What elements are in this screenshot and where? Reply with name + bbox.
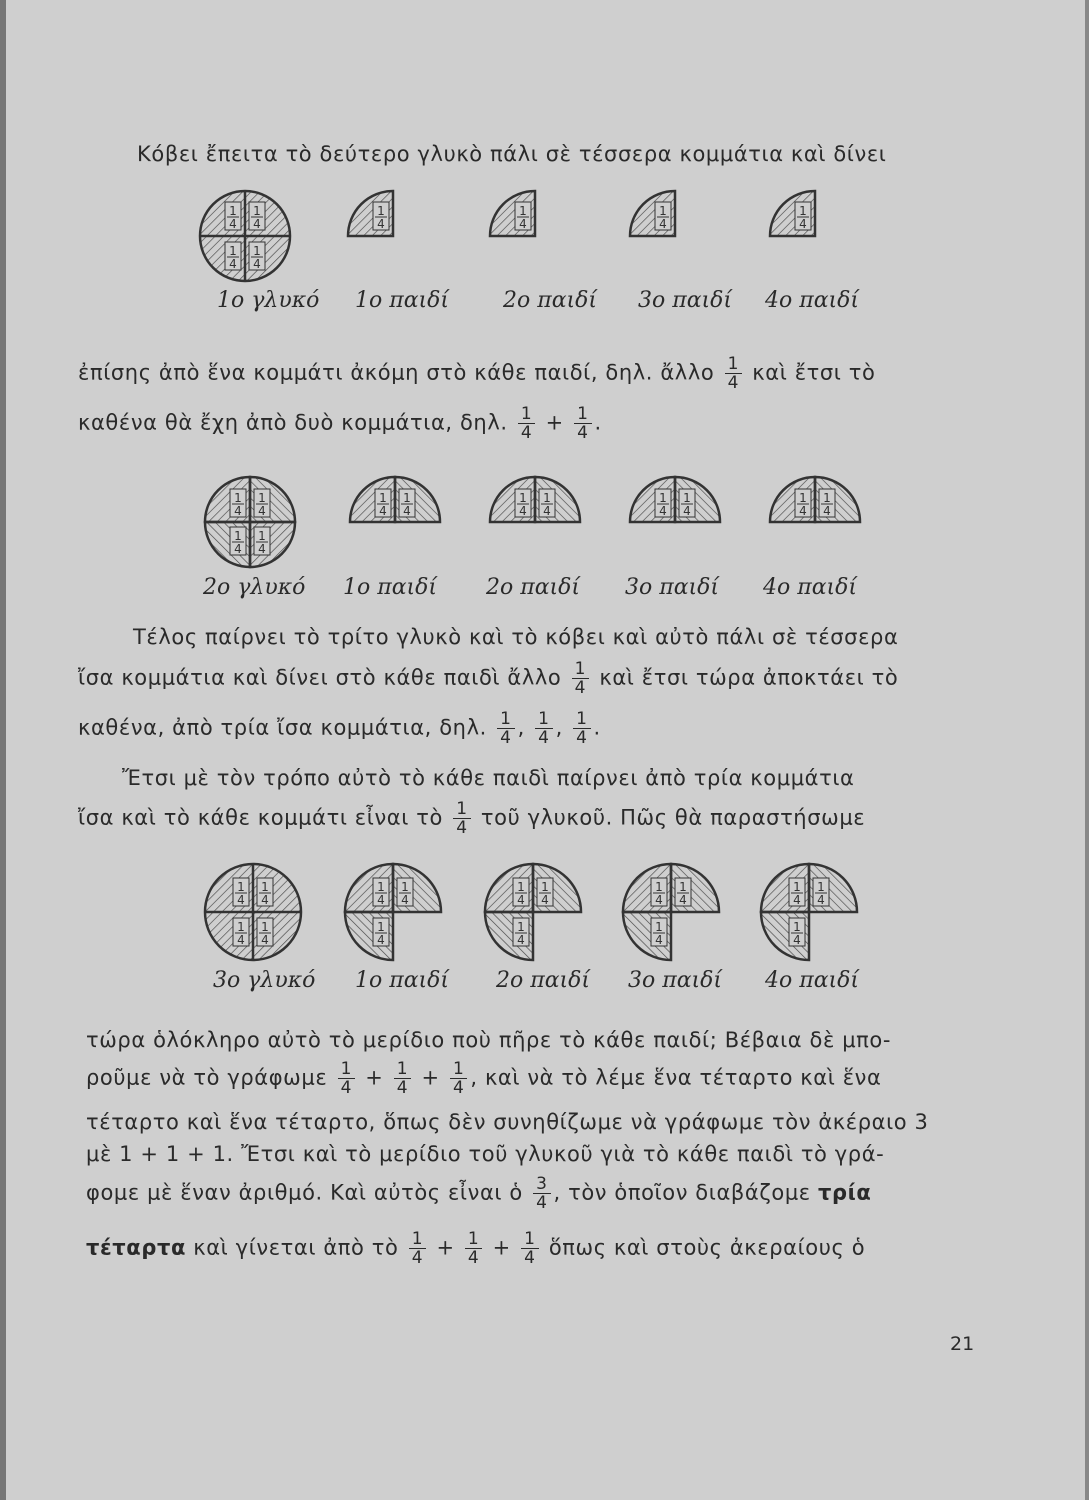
label-r3-child-3: 3ο παιδί — [628, 968, 723, 993]
svg-text:1: 1 — [517, 880, 525, 894]
half-piece-r2-3 — [630, 477, 720, 522]
fraction-1-4: $\frac{1}{4}$ — [450, 1060, 467, 1097]
half-piece-r2-4 — [770, 477, 860, 522]
text-line-13: φομε μὲ ἕναν ἀριθμό. Καὶ αὐτὸς εἶναι ὁ $\frac{3}{4}$ , τὸν ὁποῖον διαβάζομε τρία — [86, 1174, 872, 1213]
svg-text:1: 1 — [234, 491, 242, 505]
svg-text:4: 4 — [234, 542, 242, 556]
svg-text:1: 1 — [793, 880, 801, 894]
label-r1-child-4: 4ο παιδί — [765, 288, 860, 313]
half-piece-r2-1 — [350, 477, 440, 522]
svg-text:4: 4 — [258, 504, 266, 518]
label-r3-child-2: 2ο παιδί — [496, 968, 591, 993]
plus-sign: + — [545, 410, 564, 435]
label-r2-child-2: 2ο παιδί — [486, 575, 581, 600]
fraction-3-4: $\frac{3}{4}$ — [533, 1175, 550, 1212]
svg-text:1: 1 — [541, 880, 549, 894]
figure-row-1-svg — [195, 188, 855, 288]
text-line-13c-bold: τρία — [818, 1180, 872, 1205]
text-line-8a: ἴσα καὶ τὸ κάθε κομμάτι εἶναι τὸ — [78, 805, 443, 830]
svg-text:4: 4 — [377, 217, 385, 231]
svg-text:1: 1 — [234, 529, 242, 543]
text-line-14a-bold: τέταρτα — [86, 1235, 186, 1260]
svg-text:4: 4 — [377, 893, 385, 907]
svg-text:1: 1 — [655, 880, 663, 894]
svg-text:4: 4 — [793, 893, 801, 907]
svg-text:1: 1 — [519, 204, 527, 218]
label-r3-cake: 3ο γλυκό — [213, 968, 316, 993]
text-line-13a: φομε μὲ ἕναν ἀριθμό. Καὶ αὐτὸς εἶναι ὁ — [86, 1180, 523, 1205]
text-line-5a: ἴσα κομμάτια καὶ δίνει στὸ κάθε παιδὶ ἄλλο — [78, 665, 562, 690]
text-line-2b: καὶ ἔτσι τὸ — [752, 360, 876, 385]
figure-row-3 — [195, 862, 875, 972]
label-r1-cake: 1ο γλυκό — [217, 288, 320, 313]
fraction-1-4: $\frac{1}{4}$ — [518, 405, 535, 442]
text-line-8b: τοῦ γλυκοῦ. Πῶς θὰ παραστήσωμε — [480, 805, 866, 830]
text-line-3a: καθένα θὰ ἔχη ἀπὸ δυὸ κομμάτια, δηλ. — [78, 410, 508, 435]
figure-row-2 — [190, 472, 870, 572]
svg-text:1: 1 — [659, 204, 667, 218]
svg-text:4: 4 — [258, 542, 266, 556]
svg-text:1: 1 — [261, 880, 269, 894]
text-line-13b: τὸν ὁποῖον διαβάζομε — [568, 1180, 811, 1205]
svg-text:4: 4 — [237, 893, 245, 907]
svg-text:4: 4 — [683, 504, 691, 518]
svg-text:1: 1 — [659, 491, 667, 505]
text-line-5b: καὶ ἔτσι τώρα ἀποκτάει τὸ — [599, 665, 899, 690]
svg-text:4: 4 — [541, 893, 549, 907]
page-edge-right — [1085, 0, 1089, 1500]
text-line-14b: καὶ γίνεται ἀπὸ τὸ — [193, 1235, 399, 1260]
text-line-14c: ὅπως καὶ στοὺς ἀκεραίους ὁ — [548, 1235, 866, 1260]
text-line-6: καθένα, ἀπὸ τρία ἴσα κομμάτια, δηλ. $\frac{1}{4}$ , $\frac{1}{4}$ , $\frac{1}{4}$ . — [78, 709, 601, 748]
fraction-1-4: $\frac{1}{4}$ — [574, 405, 591, 442]
page-number: 21 — [950, 1333, 975, 1355]
svg-text:4: 4 — [377, 933, 385, 947]
svg-text:4: 4 — [799, 217, 807, 231]
svg-text:1: 1 — [379, 491, 387, 505]
svg-text:1: 1 — [377, 920, 385, 934]
svg-text:4: 4 — [401, 893, 409, 907]
svg-text:4: 4 — [229, 217, 237, 231]
svg-text:1: 1 — [403, 491, 411, 505]
three-quarter-piece-r3-1 — [345, 864, 441, 960]
text-line-7: Ἔτσι μὲ τὸν τρόπο αὐτὸ τὸ κάθε παιδὶ παίρνει ἀπὸ τρία κομμάτια — [122, 766, 855, 790]
fraction-1-4: $\frac{1}{4}$ — [465, 1230, 482, 1267]
label-r1-child-1: 1ο παιδί — [355, 288, 450, 313]
svg-text:4: 4 — [253, 217, 261, 231]
text-line-6a: καθένα, ἀπὸ τρία ἴσα κομμάτια, δηλ. — [78, 715, 487, 740]
svg-text:1: 1 — [258, 529, 266, 543]
svg-text:1: 1 — [519, 491, 527, 505]
svg-text:4: 4 — [823, 504, 831, 518]
svg-text:1: 1 — [377, 880, 385, 894]
whole-cake-1 — [200, 191, 290, 281]
page-edge-left — [0, 0, 6, 1500]
svg-text:4: 4 — [519, 217, 527, 231]
svg-text:1: 1 — [817, 880, 825, 894]
text-line-1: Κόβει ἔπειτα τὸ δεύτερο γλυκὸ πάλι σὲ τέσσερα κομμάτια καὶ δίνει — [137, 142, 887, 166]
figure-row-1 — [195, 188, 855, 288]
label-r2-cake: 2ο γλυκό — [203, 575, 306, 600]
label-r1-child-3: 3ο παιδί — [638, 288, 733, 313]
fraction-1-4: $\frac{1}{4}$ — [535, 710, 552, 747]
whole-cake-3 — [205, 864, 301, 960]
svg-text:4: 4 — [655, 933, 663, 947]
text-line-9: τώρα ὁλόκληρο αὐτὸ τὸ μερίδιο ποὺ πῆρε τὸ κάθε παιδί; Βέβαια δὲ μπο- — [86, 1028, 892, 1052]
svg-text:1: 1 — [799, 204, 807, 218]
quarter-piece-r1-3 — [630, 191, 675, 236]
svg-text:4: 4 — [234, 504, 242, 518]
label-r2-child-3: 3ο παιδί — [625, 575, 720, 600]
svg-text:1: 1 — [377, 204, 385, 218]
svg-text:1: 1 — [679, 880, 687, 894]
figure-row-2-svg — [190, 472, 870, 572]
svg-text:4: 4 — [799, 504, 807, 518]
svg-text:4: 4 — [517, 933, 525, 947]
svg-text:1: 1 — [229, 244, 237, 258]
text-line-10: ροῦμε νὰ τὸ γράφωμε $\frac{1}{4}$ + $\frac{1}{4}$ + $\frac{1}{4}$ , καὶ νὰ τὸ λέμε ἕνα τέταρτο καὶ ἕνα — [86, 1059, 882, 1098]
text-line-8 — [78, 800, 865, 837]
svg-text:1: 1 — [823, 491, 831, 505]
half-piece-r2-2 — [490, 477, 580, 522]
svg-text:4: 4 — [261, 893, 269, 907]
text-line-14: τέταρτα καὶ γίνεται ἀπὸ τὸ $\frac{1}{4}$ + $\frac{1}{4}$ + $\frac{1}{4}$ ὅπως καὶ στοὺς ἀκεραίους ὁ — [86, 1229, 866, 1268]
three-quarter-piece-r3-2 — [485, 864, 581, 960]
text-line-3 — [78, 405, 602, 442]
svg-text:1: 1 — [401, 880, 409, 894]
svg-text:4: 4 — [379, 504, 387, 518]
fraction-1-4: $\frac{1}{4}$ — [453, 800, 470, 837]
svg-text:1: 1 — [799, 491, 807, 505]
svg-text:4: 4 — [793, 933, 801, 947]
svg-text:1: 1 — [253, 244, 261, 258]
svg-text:1: 1 — [261, 920, 269, 934]
svg-text:4: 4 — [261, 933, 269, 947]
svg-text:4: 4 — [517, 893, 525, 907]
svg-text:1: 1 — [258, 491, 266, 505]
text-line-10b: καὶ νὰ τὸ λέμε ἕνα τέταρτο καὶ ἕνα — [484, 1065, 882, 1090]
svg-text:1: 1 — [517, 920, 525, 934]
label-r3-child-4: 4ο παιδί — [765, 968, 860, 993]
three-quarter-piece-r3-4 — [761, 864, 857, 960]
svg-text:4: 4 — [253, 257, 261, 271]
text-line-11: τέταρτο καὶ ἕνα τέταρτο, ὅπως δὲν συνηθίζωμε νὰ γράφωμε τὸν ἀκέραιο 3 — [86, 1110, 929, 1134]
svg-text:4: 4 — [237, 933, 245, 947]
label-r1-child-2: 2ο παιδί — [503, 288, 598, 313]
svg-text:4: 4 — [659, 504, 667, 518]
text-line-10a: ροῦμε νὰ τὸ γράφωμε — [86, 1065, 328, 1090]
fraction-1-4: $\frac{1}{4}$ — [521, 1230, 538, 1267]
quarter-piece-r1-1 — [348, 191, 393, 236]
svg-text:1: 1 — [793, 920, 801, 934]
svg-text:4: 4 — [403, 504, 411, 518]
svg-text:4: 4 — [659, 217, 667, 231]
text-line-2a: ἐπίσης ἀπὸ ἕνα κομμάτι ἀκόμη στὸ κάθε παιδί, δηλ. ἄλλο — [78, 360, 715, 385]
label-r2-child-1: 1ο παιδί — [343, 575, 438, 600]
whole-cake-2 — [205, 477, 295, 567]
svg-text:1: 1 — [655, 920, 663, 934]
text-line-5 — [78, 660, 898, 697]
svg-text:1: 1 — [253, 204, 261, 218]
text-line-2 — [78, 355, 875, 392]
svg-text:1: 1 — [229, 204, 237, 218]
period: . — [594, 410, 602, 435]
label-r3-child-1: 1ο παιδί — [355, 968, 450, 993]
fraction-1-4: $\frac{1}{4}$ — [409, 1230, 426, 1267]
three-quarter-piece-r3-3 — [623, 864, 719, 960]
fraction-1-4: $\frac{1}{4}$ — [725, 355, 742, 392]
svg-text:4: 4 — [519, 504, 527, 518]
quarter-piece-r1-2 — [490, 191, 535, 236]
label-r2-child-4: 4ο παιδί — [763, 575, 858, 600]
svg-text:4: 4 — [229, 257, 237, 271]
text-line-4: Τέλος παίρνει τὸ τρίτο γλυκὸ καὶ τὸ κόβει καὶ αὐτὸ πάλι σὲ τέσσερα — [133, 625, 899, 649]
svg-text:4: 4 — [679, 893, 687, 907]
fraction-1-4: $\frac{1}{4}$ — [572, 660, 589, 697]
text-line-12: μὲ 1 + 1 + 1. Ἔτσι καὶ τὸ μερίδιο τοῦ γλυκοῦ γιὰ τὸ κάθε παιδὶ τὸ γρά- — [86, 1142, 885, 1166]
svg-text:4: 4 — [543, 504, 551, 518]
svg-text:1: 1 — [683, 491, 691, 505]
svg-text:4: 4 — [655, 893, 663, 907]
fraction-1-4: $\frac{1}{4}$ — [497, 710, 514, 747]
fraction-1-4: $\frac{1}{4}$ — [338, 1060, 355, 1097]
quarter-piece-r1-4 — [770, 191, 815, 236]
fraction-1-4: $\frac{1}{4}$ — [394, 1060, 411, 1097]
svg-text:4: 4 — [817, 893, 825, 907]
svg-text:1: 1 — [543, 491, 551, 505]
fraction-1-4: $\frac{1}{4}$ — [573, 710, 590, 747]
svg-text:1: 1 — [237, 920, 245, 934]
svg-text:1: 1 — [237, 880, 245, 894]
figure-row-3-svg — [195, 862, 875, 972]
